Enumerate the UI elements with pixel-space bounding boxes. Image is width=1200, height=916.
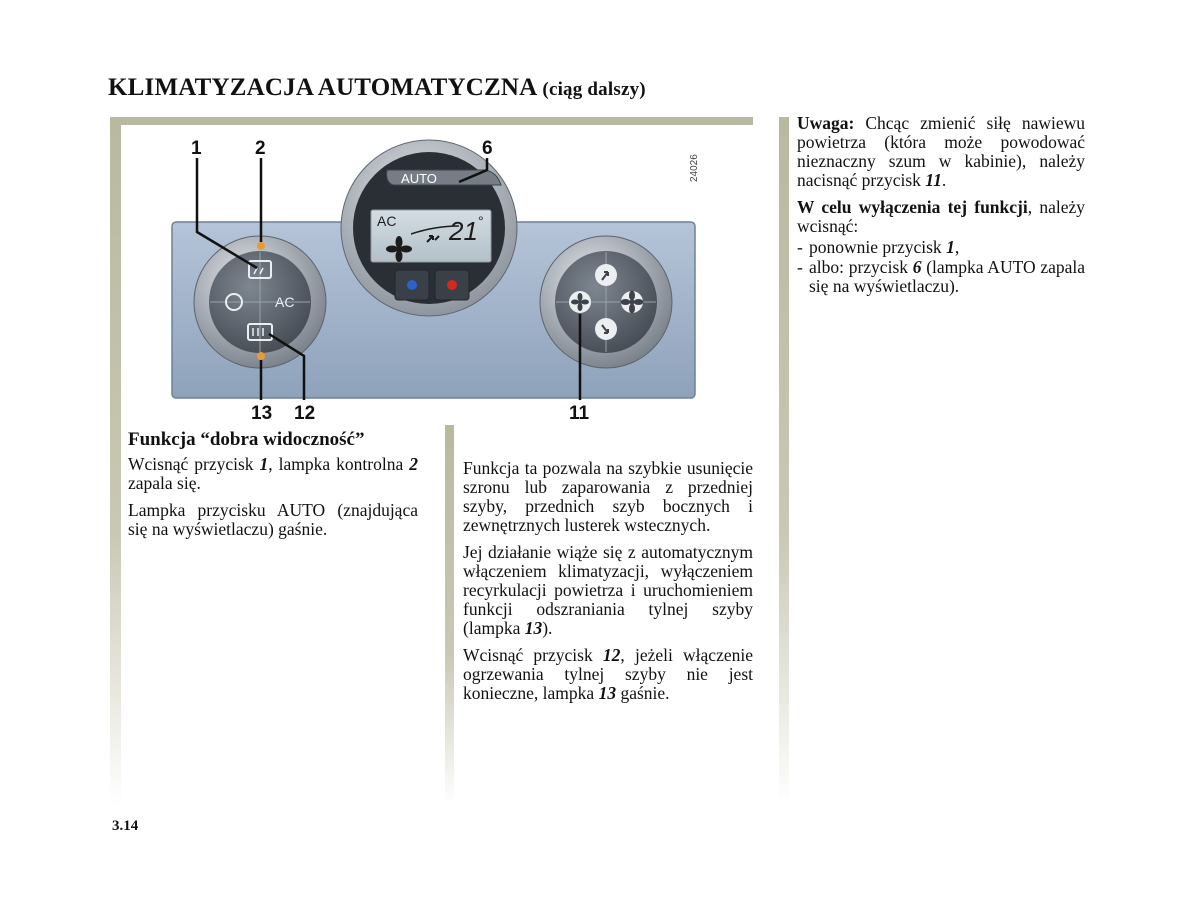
col1-paragraph-1: Wcisnąć przycisk 1, lampka kontrolna 2 zapala się. — [128, 454, 419, 493]
auto-button[interactable]: AUTO — [401, 171, 437, 186]
callout-12: 12 — [294, 403, 316, 424]
section-heading: Funkcja “dobra widoczność” — [128, 429, 365, 450]
blue-led — [407, 280, 417, 290]
callout-1: 1 — [191, 138, 202, 159]
column-rule-left — [110, 117, 121, 807]
red-led — [447, 280, 457, 290]
note-paragraph: Uwaga: Chcąc zmienić siłę nawiewu powietrza (która może powodować nieznaczny szum w kabinie), należy nacisnąć przycisk 11. — [797, 113, 1085, 190]
section-column-2 — [463, 459, 753, 711]
page-number: 3.14 — [112, 818, 139, 834]
led-13 — [257, 352, 265, 360]
center-display — [341, 140, 517, 316]
fan-speed-down-button[interactable] — [569, 291, 591, 313]
air-distribution-up-button[interactable] — [595, 264, 617, 286]
list-item: - ponownie przycisk 1, — [797, 237, 960, 257]
note-label: Uwaga: — [797, 113, 855, 133]
lcd-ac-label: AC — [377, 213, 397, 229]
section-column-1 — [128, 430, 418, 547]
column-rule-right — [779, 117, 789, 807]
climate-panel-figure — [165, 130, 705, 425]
figure-code: 24026 — [689, 154, 700, 182]
note-column — [797, 114, 1085, 296]
left-control-knob — [194, 236, 326, 368]
col1-paragraph-2: Lampka przycisku AUTO (znajdująca się na wyświetlaczu) gaśnie. — [128, 500, 418, 539]
lcd-temperature: 21 — [449, 216, 478, 246]
title-main: KLIMATYZACJA AUTOMATYCZNA — [108, 74, 536, 101]
callout-2: 2 — [255, 138, 266, 159]
ac-button[interactable]: AC — [275, 294, 295, 310]
callout-11: 11 — [569, 403, 590, 424]
note-off-paragraph: W celu wyłączenia tej funkcji, należy wcisnąć: — [797, 197, 1085, 236]
list-item: - albo: przycisk 6 (lampka AUTO zapala się na wyświetlaczu). — [797, 257, 1085, 296]
col2-paragraph-1: Funkcja ta pozwala na szybkie usunięcie szronu lub zaparowania z przedniej szyby, przednich szyb bocznych i zewnętrznych lusterek wstecznych. — [463, 458, 753, 535]
callout-6: 6 — [482, 138, 493, 159]
title-suffix: (ciąg dalszy) — [542, 79, 646, 100]
callout-13: 13 — [251, 403, 273, 424]
header-rule — [110, 117, 753, 125]
col2-paragraph-3: Wcisnąć przycisk 12, jeżeli włączenie ogrzewania tylnej szyby nie jest konieczne, lampka 13 gaśnie. — [463, 645, 753, 703]
air-distribution-down-button[interactable] — [595, 318, 617, 340]
page-title — [108, 74, 646, 102]
col2-paragraph-2: Jej działanie wiąże się z automatycznym włączeniem klimatyzacji, wyłączeniem recyrkulacji powietrza i uruchomieniem funkcji odszraniania tylnej szyby (lampka 13). — [463, 542, 753, 638]
lcd-degree: ° — [478, 213, 484, 229]
led-2 — [257, 242, 265, 250]
column-rule-middle — [445, 425, 454, 805]
right-control-knob — [540, 236, 672, 368]
